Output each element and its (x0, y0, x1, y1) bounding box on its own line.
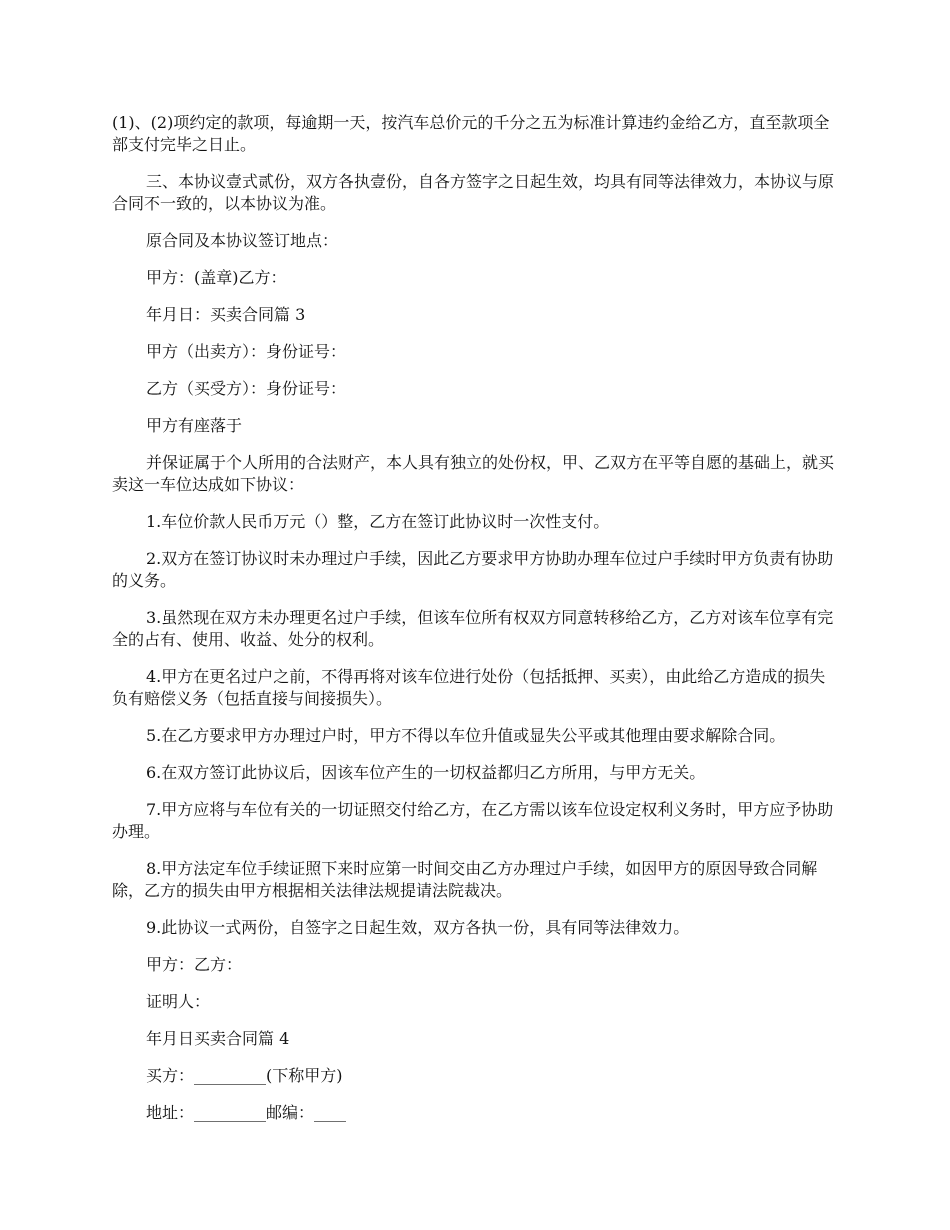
paragraph-party-seal: 甲方：(盖章)乙方： (146, 268, 287, 287)
paragraph-address-postcode: 地址：_________邮编：____ (146, 1103, 347, 1122)
paragraph-buyer: 买方：_________(下称甲方) (146, 1066, 343, 1085)
paragraph-witness: 证明人： (146, 992, 211, 1011)
clause-2: 2.双方在签订协议时未办理过户手续，因此乙方要求甲方协助办理车位过户手续时甲方负责有协助的义务。 (112, 549, 834, 590)
paragraph-party-signatures: 甲方：乙方： (146, 955, 243, 974)
clause-7: 7.甲方应将与车位有关的一切证照交付给乙方，在乙方需以该车位设定权利义务时，甲方应予协助办理。 (112, 800, 834, 841)
clause-5: 5.在乙方要求甲方办理过户时，甲方不得以车位升值或显失公平或其他理由要求解除合同。 (146, 726, 786, 745)
paragraph-signing-place: 原合同及本协议签订地点： (146, 231, 339, 250)
paragraph-buyer-id: 乙方（买受方）：身份证号： (146, 379, 347, 398)
clause-3: 3.虽然现在双方未办理更名过户手续，但该车位所有权双方同意转移给乙方，乙方对该车位享有完全的占有、使用、收益、处分的权利。 (112, 608, 834, 649)
paragraph-date-contract-4: 年月日买卖合同篇 4 (146, 1029, 290, 1048)
document-body (112, 112, 840, 1139)
clause-8: 8.甲方法定车位手续证照下来时应第一时间交由乙方办理过户手续，如因甲方的原因导致合同解除，乙方的损失由甲方根据相关法律法规提请法院裁决。 (112, 859, 818, 900)
paragraph-agreement-basis: 并保证属于个人所用的合法财产，本人具有独立的处份权，甲、乙双方在平等自愿的基础上，就买卖这一车位达成如下协议： (112, 453, 835, 494)
clause-9: 9.此协议一式两份，自签字之日起生效，双方各执一份，具有同等法律效力。 (146, 918, 690, 937)
paragraph-seller-id: 甲方（出卖方）：身份证号： (146, 342, 347, 361)
paragraph-overdue-penalty: (1)、(2)项约定的款项，每逾期一天，按汽车总价元的千分之五为标准计算违约金给乙方，直至款项全部支付完毕之日止。 (112, 113, 830, 154)
clause-6: 6.在双方签订此协议后，因该车位产生的一切权益都归乙方所用，与甲方无关。 (146, 763, 706, 782)
clause-4: 4.甲方在更名过户之前，不得再将对该车位进行处份（包括抵押、买卖），由此给乙方造成的损失负有赔偿义务（包括直接与间接损失）。 (112, 667, 826, 708)
paragraph-agreement-copies: 三、本协议壹式贰份，双方各执壹份，自各方签字之日起生效，均具有同等法律效力，本协议与原合同不一致的，以本协议为准。 (112, 172, 835, 213)
paragraph-property-location: 甲方有座落于 (146, 416, 243, 435)
paragraph-date-contract-3: 年月日：买卖合同篇 3 (146, 305, 306, 324)
clause-1: 1.车位价款人民币万元（）整，乙方在签订此协议时一次性支付。 (146, 512, 610, 531)
